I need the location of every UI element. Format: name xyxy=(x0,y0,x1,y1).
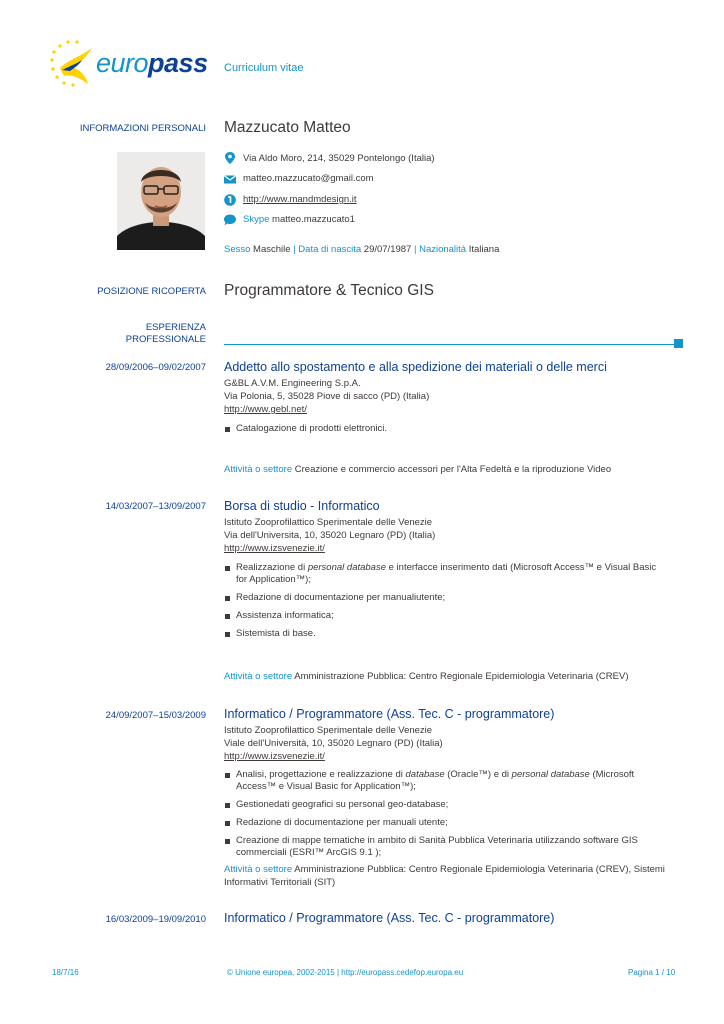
sector-label: Attività o settore xyxy=(224,864,293,875)
job-address: Viale dell'Università, 10, 35020 Legnaro (PD) (Italia) xyxy=(224,738,443,749)
website-link[interactable]: http://www.mandmdesign.it xyxy=(243,194,357,205)
logo-text-pass: pass xyxy=(148,48,208,78)
list-item: Assistenza informatica; xyxy=(224,610,664,622)
job-sector xyxy=(224,464,674,477)
chat-bubble-icon xyxy=(224,214,236,226)
sector-value: Creazione e commercio accessori per l'Alta Fedeltà e la riproduzione Video xyxy=(294,464,612,475)
logo-text-euro: euro xyxy=(96,48,149,78)
job-employer: G&BL A.V.M. Engineering S.p.A. xyxy=(224,378,361,389)
job-title: Borsa di studio - Informatico xyxy=(224,499,380,513)
job-sector xyxy=(224,864,674,889)
job-url[interactable]: http://www.gebl.net/ xyxy=(224,404,307,415)
sector-value: Amministrazione Pubblica: Centro Regionale Epidemiologia Veterinaria (CREV), Sistemi Informativi Territoriali (SIT) xyxy=(224,864,665,888)
job-dates: 16/03/2009–19/09/2010 xyxy=(105,914,206,925)
skype-label: Skype xyxy=(243,214,270,225)
list-item: Gestionedati geografici su personal geo-database; xyxy=(224,799,664,811)
experience-label: ESPERIENZA PROFESSIONALE xyxy=(125,322,206,345)
sector-label: Attività o settore xyxy=(224,464,293,475)
job-dates: 28/09/2006–09/02/2007 xyxy=(105,362,206,373)
job-url[interactable]: http://www.izsvenezie.it/ xyxy=(224,751,325,762)
nationality-value: Italiana xyxy=(468,244,500,255)
sex-value: Maschile xyxy=(253,244,291,255)
list-item: Redazione di documentazione per manualiutente; xyxy=(224,592,664,604)
person-name: Mazzucato Matteo xyxy=(224,119,351,136)
list-item: Analisi, progettazione e realizzazione di database (Oracle™) e di personal database (Microsoft Access™ e Visual Basic for Application™); xyxy=(224,769,664,793)
skype-value: matteo.mazzucato1 xyxy=(272,214,355,225)
position-value: Programmatore & Tecnico GIS xyxy=(224,282,434,299)
job-dates: 14/03/2007–13/09/2007 xyxy=(105,501,206,512)
website-icon xyxy=(224,194,236,206)
job-title: Informatico / Programmatore (Ass. Tec. C - programmatore) xyxy=(224,911,555,925)
email-icon xyxy=(224,173,236,185)
section-divider xyxy=(224,344,674,345)
list-item: Creazione di mappe tematiche in ambito di Sanità Pubblica Veterinaria utilizzando software GIS commerciali (ESRI™ ArcGIS 9.1 ); xyxy=(224,835,664,859)
list-item: Realizzazione di personal database e interfacce inserimento dati (Microsoft Access™ e Visual Basic for Application™); xyxy=(224,562,664,586)
job-employer: Istituto Zooprofilattico Sperimentale delle Venezie xyxy=(224,517,433,528)
job-address: Via dell'Universita, 10, 35020 Legnaro (PD) (Italia) xyxy=(224,530,436,541)
skype-line xyxy=(243,214,355,225)
job-duties xyxy=(224,562,664,646)
list-item: Sistemista di base. xyxy=(224,628,664,640)
separator: | xyxy=(293,244,296,255)
job-title: Informatico / Programmatore (Ass. Tec. C - programmatore) xyxy=(224,707,555,721)
europass-logo xyxy=(48,38,213,90)
doc-title: Curriculum vitae xyxy=(224,62,304,74)
job-sector xyxy=(224,671,674,684)
footer-copyright: © Unione europea, 2002-2015 | http://europass.cedefop.europa.eu xyxy=(227,968,464,977)
personal-info-label: INFORMAZIONI PERSONALI xyxy=(79,123,206,134)
location-pin-icon xyxy=(224,152,236,164)
section-divider-square xyxy=(674,339,683,348)
sector-value: Amministrazione Pubblica: Centro Regionale Epidemiologia Veterinaria (CREV) xyxy=(294,671,629,682)
position-label: POSIZIONE RICOPERTA xyxy=(97,286,206,297)
dob-value: 29/07/1987 xyxy=(363,244,412,255)
sex-label: Sesso xyxy=(224,244,251,255)
sector-label: Attività o settore xyxy=(224,671,293,682)
email-link[interactable]: matteo.mazzucato@gmail.com xyxy=(243,173,374,184)
footer-page-number: Pagina 1 / 10 xyxy=(628,968,676,977)
job-dates: 24/09/2007–15/03/2009 xyxy=(105,710,206,721)
job-address: Via Polonia, 5, 35028 Piove di sacco (PD) (Italia) xyxy=(224,391,430,402)
footer-date: 18/7/16 xyxy=(52,968,79,977)
job-duties xyxy=(224,769,664,865)
address: Via Aldo Moro, 214, 35029 Pontelongo (Italia) xyxy=(243,153,435,164)
nationality-label: Nazionalità xyxy=(419,244,467,255)
separator: | xyxy=(413,244,417,255)
profile-photo xyxy=(117,152,205,250)
list-item: Redazione di documentazione per manuali utente; xyxy=(224,817,664,829)
job-title: Addetto allo spostamento e alla spedizione dei materiali o delle merci xyxy=(224,360,607,374)
personal-details-line xyxy=(224,244,499,255)
job-url[interactable]: http://www.izsvenezie.it/ xyxy=(224,543,325,554)
dob-label: Data di nascita xyxy=(298,244,362,255)
job-employer: Istituto Zooprofilattico Sperimentale delle Venezie xyxy=(224,725,433,736)
job-duties xyxy=(224,423,664,441)
list-item: Catalogazione di prodotti elettronici. xyxy=(224,423,664,435)
